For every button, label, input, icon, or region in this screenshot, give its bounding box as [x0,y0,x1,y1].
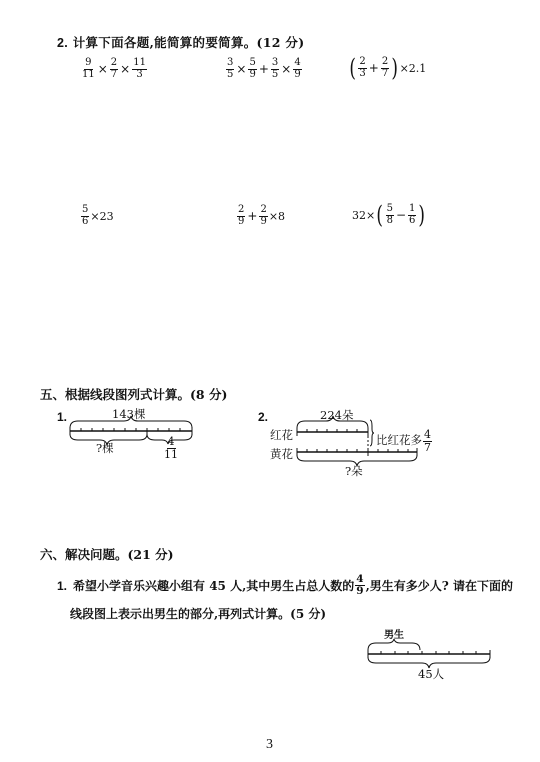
operator: − [395,208,407,222]
fraction: $\frac{4}{9}$ [294,57,301,80]
boys-brace [368,639,420,650]
operator: × [281,62,292,76]
fraction: $\frac{1}{6}$ [409,203,416,226]
p1-bottom-label: ?棵 [96,441,114,455]
expression-tail: ×2.1 [399,61,427,75]
fraction: $\frac{3}{5}$ [271,57,279,80]
calc-title-text: 计算下面各题,能简算的要简算。(12 分) [72,35,305,50]
p1-fraction: $\frac{4}{11}$ [164,435,178,461]
operator: × [236,62,247,76]
right-paren: ) [391,54,399,82]
fraction: $\frac{11}{3}$ [133,57,146,80]
fraction: $\frac{5}{6}$ [82,204,89,227]
problem-text-part-b: ,男生有多少人? 请在下面的 [365,578,513,593]
expression-tail: ×8 [268,209,286,223]
fraction: $\frac{5}{9}$ [249,57,256,80]
p2-top-label: 224朵 [320,408,354,422]
boys-label: 男生 [384,630,404,641]
fraction: $\frac{3}{5}$ [227,57,234,80]
right-paren: ) [418,201,426,229]
fraction: $\frac{2}{9}$ [260,204,267,227]
fraction: $\frac{2}{7}$ [381,56,389,79]
fraction: $\frac{9}{11}$ [82,57,95,80]
operator: + [368,61,379,75]
expression-tail: ×23 [90,209,114,223]
operator: × [120,62,131,76]
p1-top-label: 143棵 [112,407,146,421]
p2-red-label: 红花 [270,428,293,442]
operator: × [97,62,108,76]
page-number: 3 [266,737,273,752]
p2-side-text: 比红花多 $\frac{4}{7}$ [376,428,431,454]
fraction: $\frac{2}{9}$ [238,204,245,227]
section-five-title: 五、根据线段图列式计算。(8 分) [40,387,228,402]
section-six-title: 六、解决问题。(21 分) [40,547,174,562]
p2-bottom-label: ?朵 [345,464,363,478]
problem-six-1-number: 1. [57,578,68,593]
expression-head: 32× [352,208,376,222]
problem-six-1-line2: 线段图上表示出男生的部分,再列式计算。(5 分) [70,607,327,621]
problem-fraction: $\frac{4}{9}$ [356,573,364,598]
fraction: $\frac{5}{8}$ [386,203,393,226]
operator: + [258,62,269,76]
problem-text-part-a: 希望小学音乐兴趣小组有 45 人,其中男生占总人数的 [73,578,355,593]
operator: + [247,209,258,223]
problem-1-number: 1. [57,410,68,424]
total-label: 45人 [418,667,445,681]
problem-2-number: 2. [258,410,269,424]
p2-yellow-label: 黄花 [270,447,293,461]
left-paren: ( [349,54,356,82]
left-paren: ( [376,201,384,229]
fraction: $\frac{2}{3}$ [359,56,366,79]
calc-title-number: 2. [57,36,69,50]
fraction: $\frac{2}{7}$ [110,57,118,80]
